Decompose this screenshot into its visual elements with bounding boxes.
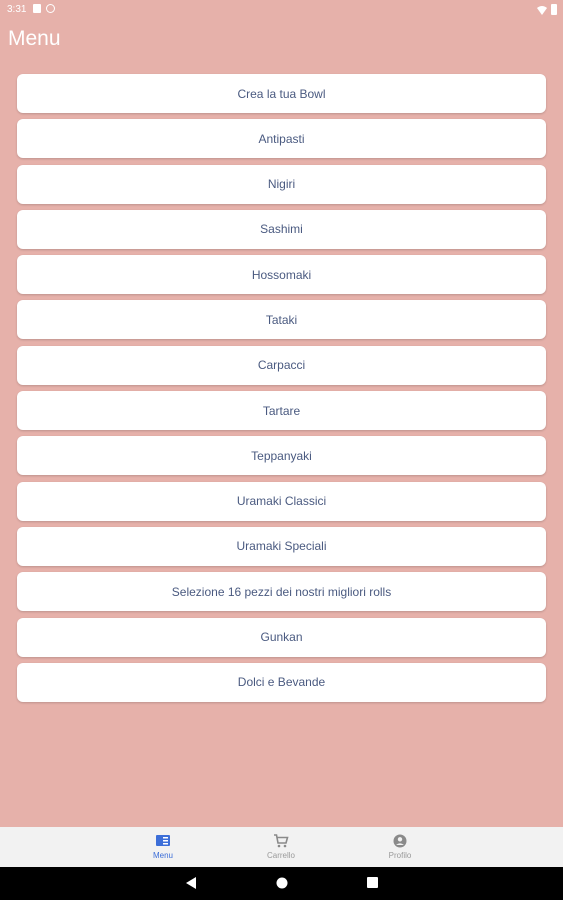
recents-icon[interactable]	[367, 877, 378, 888]
notification-icon	[33, 4, 41, 13]
menu-item-nigiri[interactable]: Nigiri	[17, 165, 546, 204]
menu-item-tataki[interactable]: Tataki	[17, 300, 546, 339]
menu-item-teppanyaki[interactable]: Teppanyaki	[17, 436, 546, 475]
system-icons	[537, 4, 557, 15]
menu-item-antipasti[interactable]: Antipasti	[17, 119, 546, 158]
nav-profile-label: Profilo	[388, 851, 412, 860]
menu-item-carpacci[interactable]: Carpacci	[17, 346, 546, 385]
menu-item-hossomaki[interactable]: Hossomaki	[17, 255, 546, 294]
no-disturb-icon	[46, 4, 55, 13]
nav-menu[interactable]	[123, 827, 203, 867]
menu-category-list	[17, 74, 546, 708]
back-icon[interactable]	[186, 877, 197, 889]
nav-profile[interactable]	[360, 827, 440, 867]
menu-item-dolci-bevande[interactable]: Dolci e Bevande	[17, 663, 546, 702]
battery-icon	[551, 4, 557, 15]
cart-icon	[273, 834, 289, 848]
status-bar	[0, 0, 563, 20]
page-title: Menu	[8, 27, 61, 50]
menu-item-tartare[interactable]: Tartare	[17, 391, 546, 430]
nav-cart[interactable]	[241, 827, 321, 867]
nav-menu-label: Menu	[152, 851, 173, 860]
menu-item-uramaki-classici[interactable]: Uramaki Classici	[17, 482, 546, 521]
menu-item-uramaki-speciali[interactable]: Uramaki Speciali	[17, 527, 546, 566]
account-circle-icon	[392, 834, 408, 848]
menu-item-crea-bowl[interactable]: Crea la tua Bowl	[17, 74, 546, 113]
menu-item-selezione-16[interactable]: Selezione 16 pezzi dei nostri migliori rolls	[17, 572, 546, 611]
bottom-navigation	[0, 827, 563, 867]
notification-icons	[33, 4, 55, 13]
status-time: 3:31	[7, 4, 27, 15]
home-icon[interactable]	[276, 877, 288, 889]
nav-cart-label: Carrello	[266, 851, 295, 860]
menu-item-sashimi[interactable]: Sashimi	[17, 210, 546, 249]
wifi-icon	[537, 5, 547, 15]
menu-item-gunkan[interactable]: Gunkan	[17, 618, 546, 657]
system-navigation-bar	[0, 867, 563, 900]
book-icon	[155, 834, 171, 848]
